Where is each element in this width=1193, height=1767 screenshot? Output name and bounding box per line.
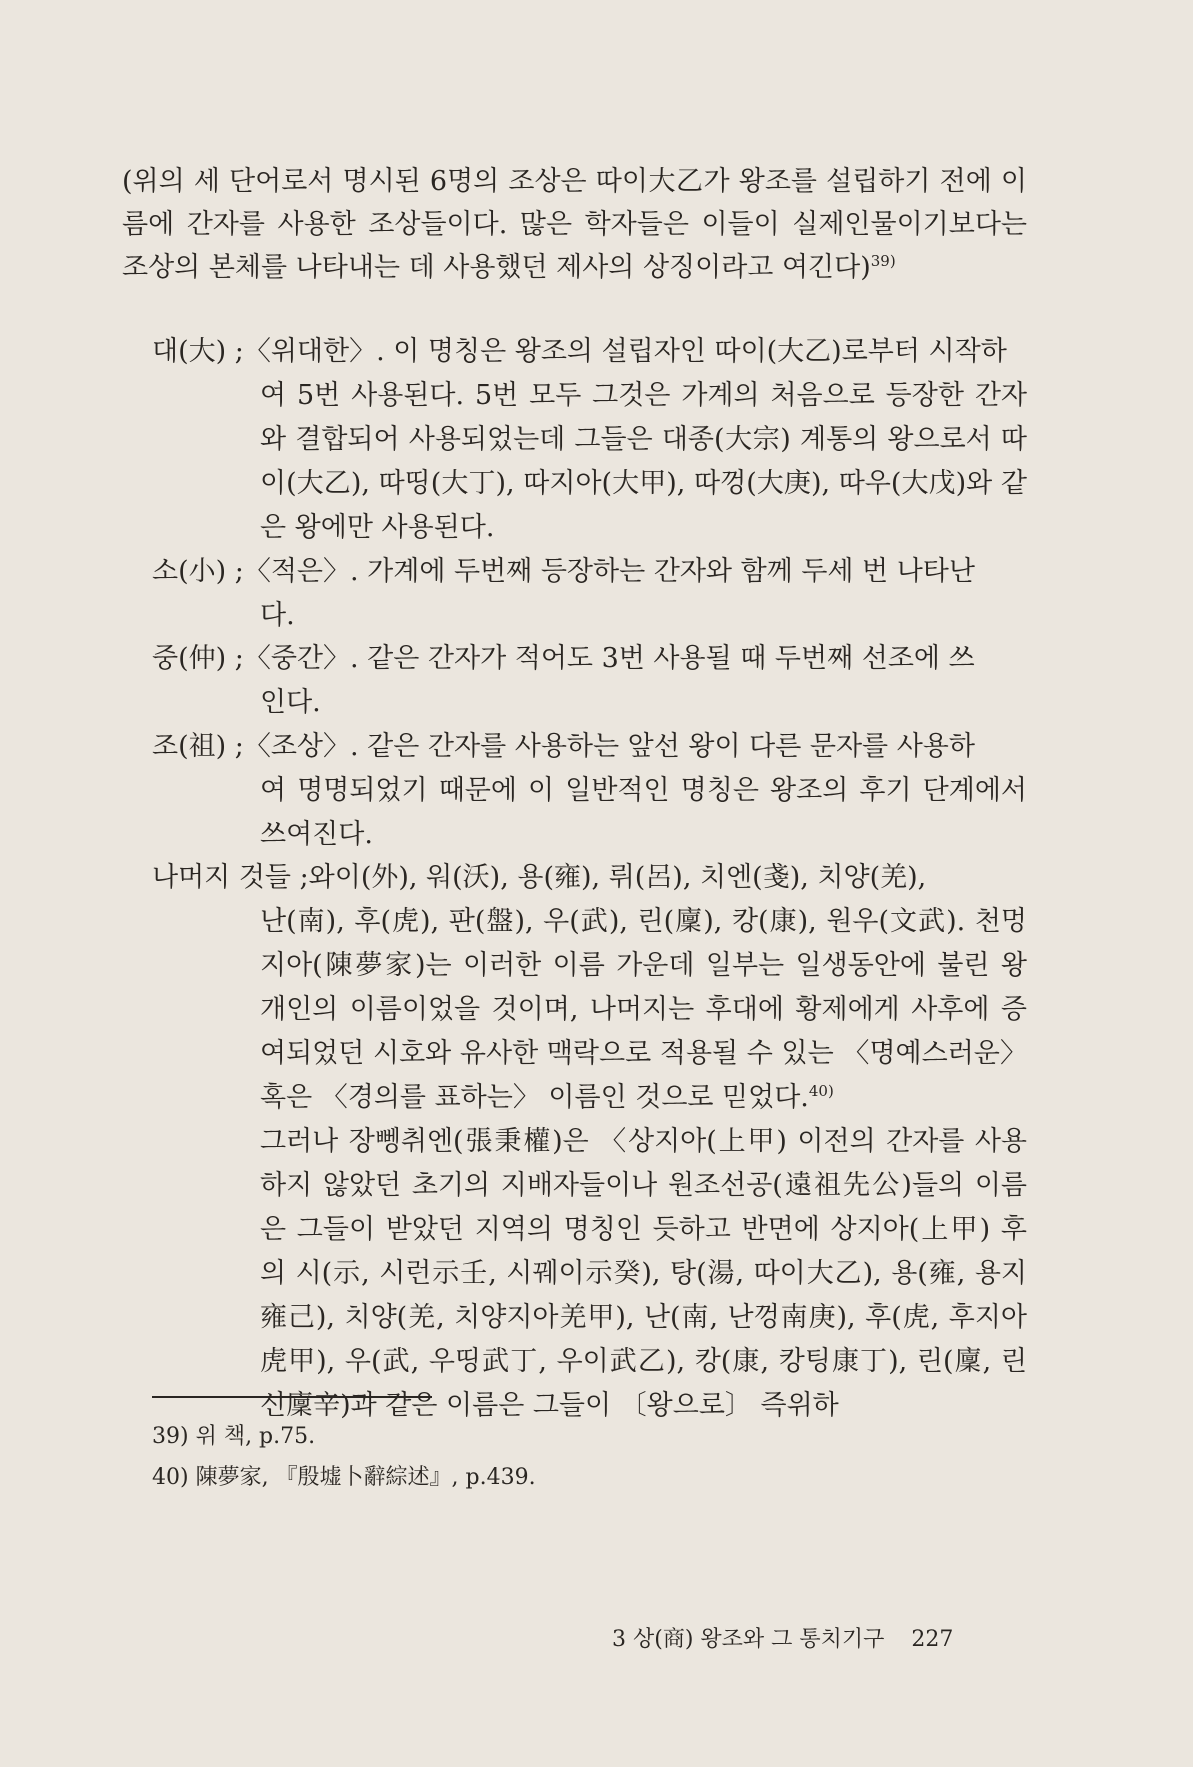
entry-continuation-text: 난(南), 후(虎), 판(盤), 우(武), 린(廩), 캉(康), 원우(文武). 천멍지아(陳夢家)는 이러한 이름 가운데 일부는 일생동안에 불린 왕 개인의 이름이었을 것이며, 나머지는 후대에 황제에게 사후에 증여되었던 시호와 유사한 맥락으로 적용될 수 있는 〈명예스러운〉 혹은 〈경의를 표하는〉 이름인 것으로 믿었다. [260,906,1027,1113]
entry-others [152,856,1027,1428]
entry-jo [152,725,1027,857]
entry-jung [152,637,1027,725]
entry-first-line: 〈위대한〉. 이 명칭은 왕조의 설립자인 따이(大乙)로부터 시작하 [243,336,1007,367]
entry-first-line: 와이(外), 워(沃), 용(雍), 뤼(呂), 치엔(戔), 치양(羌), [308,862,927,893]
entry-dae [152,330,1027,550]
entry-first-line: 〈중간〉. 같은 간자가 적어도 3번 사용될 때 두번째 선조에 쓰 [243,643,975,674]
footnote-40: 40) 陳夢家, 『殷墟卜辭綜述』, p.439. [152,1465,536,1490]
footnote-ref-39: 39) [870,252,896,270]
running-head-title: 3 상(商) 왕조와 그 통치기구 [612,1627,885,1652]
entry-term: 나머지 것들 ; [152,862,309,893]
entry-continuation: 인다. [260,687,321,718]
entry-term: 소(小) ; [152,556,244,587]
entry-term: 중(仲) ; [152,643,244,674]
page-number: 227 [911,1627,954,1652]
entry-first-line: 〈조상〉. 같은 간자를 사용하는 앞선 왕이 다른 문자를 사용하 [243,731,975,762]
intro-text: (위의 세 단어로서 명시된 6명의 조상은 따이大乙가 왕조를 설립하기 전에 이름에 간자를 사용한 조상들이다. 많은 학자들은 이들이 실제인물이기보다는 조상의 본체를 나타내는 데 사용했던 제사의 상징이라고 여긴다) [122,166,1027,283]
entry-continuation: 다. [260,600,295,631]
entry-term: 조(祖) ; [152,731,244,762]
entry-term: 대(大) ; [152,336,244,367]
intro-paragraph [122,160,1027,289]
entry-continuation [152,900,1027,1120]
footnote-ref-40: 40) [808,1082,834,1100]
footnote-divider [152,1396,432,1398]
entry-continuation-2: 그러나 장뼁취엔(張秉權)은 〈상지아(上甲) 이전의 간자를 사용하지 않았던 초기의 지배자들이나 원조선공(遠祖先公)들의 이름은 그들이 받았던 지역의 명칭인 듯하고 반면에 상지아(上甲) 후의 시(示, 시런示壬, 시꿰이示癸), 탕(湯, 따이大乙), 용(雍, 용지雍己), 치양(羌, 치양지아羌甲), 난(南, 난껑南庚), 후(虎, 후지아虎甲), 우(武, 우띵武丁, 우이武乙), 캉(康, 캉팅康丁), 린(廩, 린신廩辛)과 같은 이름은 그들이 〔왕으로〕 즉위하 [260,1126,1027,1421]
running-head [612,1625,1012,1655]
entry-continuation: 여 명명되었기 때문에 이 일반적인 명칭은 왕조의 후기 단계에서 쓰여진다. [260,775,1027,850]
entry-so [152,550,1027,638]
entry-continuation: 여 5번 사용된다. 5번 모두 그것은 가계의 처음으로 등장한 간자와 결합되어 사용되었는데 그들은 대종(大宗) 계통의 왕으로서 따이(大乙), 따띵(大丁), 따지아(大甲), 따껑(大庚), 따우(大戊)와 같은 왕에만 사용된다. [260,380,1027,543]
entry-first-line: 〈적은〉. 가계에 두번째 등장하는 간자와 함께 두세 번 나타난 [243,556,975,587]
footnote-39: 39) 위 책, p.75. [152,1424,316,1449]
